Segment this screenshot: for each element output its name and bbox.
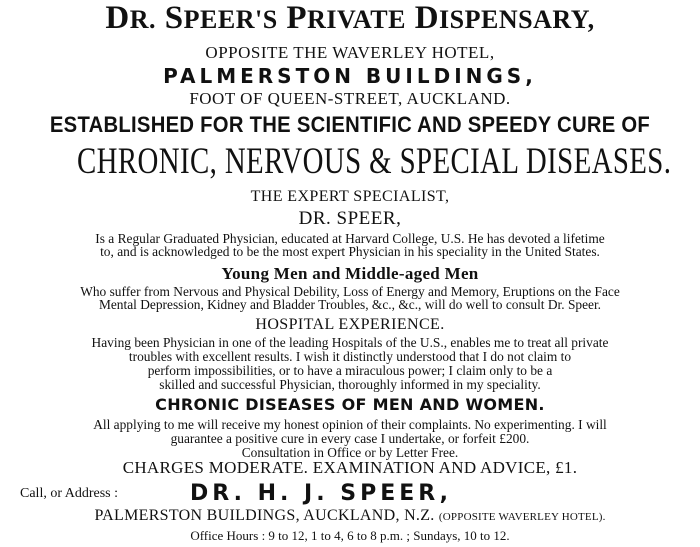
location-buildings: PALMERSTON BUILDINGS, xyxy=(163,64,537,88)
title-private-initial: P xyxy=(286,0,308,36)
established-headline: ESTABLISHED FOR THE SCIENTIFIC AND SPEEDY CURE OF xyxy=(49,112,651,137)
title-dispensary-rest: ISPENSARY, xyxy=(439,5,595,34)
call-name: DR. H. J. SPEER, xyxy=(190,481,452,506)
dispensary-title xyxy=(0,2,700,35)
charges-line: CHARGES MODERATE. EXAMINATION AND ADVICE, £1. xyxy=(122,458,578,477)
specialist-heading: THE EXPERT SPECIALIST, xyxy=(250,188,450,205)
hospital-line-4: skilled and successful Physician, thoroughly informed in my speciality. xyxy=(159,377,541,392)
chronic-line-2: guarantee a positive cure in every case I undertake, or forfeit £200. xyxy=(170,431,530,446)
young-men-line-1: Who suffer from Nervous and Physical Debility, Loss of Energy and Memory, Eruptions on the Face xyxy=(80,284,620,299)
chronic-line-1: All applying to me will receive my honest opinion of their complaints. No experimenting. I will xyxy=(93,417,607,432)
chronic-heading: CHRONIC DISEASES OF MEN AND WOMEN. xyxy=(155,395,545,414)
title-private-rest: RIVATE xyxy=(307,5,406,34)
young-men-heading: Young Men and Middle-aged Men xyxy=(221,264,479,283)
hospital-line-3: perform impossibilities, or to have a miraculous power; I claim only to be a xyxy=(147,363,553,378)
title-dispensary-initial: D xyxy=(414,0,440,36)
hospital-line-2: troubles with excellent results. I wish it distinctly understood that I do not claim to xyxy=(128,349,572,364)
address-main: PALMERSTON BUILDINGS, AUCKLAND, N.Z. xyxy=(94,507,435,524)
call-label: Call, or Address : xyxy=(20,486,118,501)
hospital-line-1: Having been Physician in one of the leading Hospitals of the U.S., enables me to treat all private xyxy=(91,335,609,350)
chronic-line-3: Consultation in Office or by Letter Free. xyxy=(241,445,459,460)
title-dr-initial: D xyxy=(105,0,130,36)
credentials-line-1: Is a Regular Graduated Physician, educated at Harvard College, U.S. He has devoted a lifetime xyxy=(95,231,605,246)
diseases-headline: CHRONIC, NERVOUS & SPECIAL DISEASES. xyxy=(77,141,672,182)
title-dr-rest: R. xyxy=(129,5,157,34)
office-hours: Office Hours : 9 to 12, 1 to 4, 6 to 8 p.m. ; Sundays, 10 to 12. xyxy=(190,528,510,543)
title-speers-rest: PEER'S xyxy=(183,5,278,34)
address-opposite: (OPPOSITE WAVERLEY HOTEL). xyxy=(438,511,606,523)
location-street: FOOT OF QUEEN-STREET, AUCKLAND. xyxy=(189,89,511,108)
young-men-line-2: Mental Depression, Kidney and Bladder Troubles, &c., &c., will do well to consult Dr. Speer. xyxy=(98,297,602,312)
location-opposite: OPPOSITE THE WAVERLEY HOTEL, xyxy=(205,43,495,62)
credentials-line-2: to, and is acknowledged to be the most expert Physician in his speciality in the United States. xyxy=(100,244,600,259)
title-speers-initial: S xyxy=(164,0,184,36)
hospital-heading: HOSPITAL EXPERIENCE. xyxy=(255,316,445,333)
specialist-name: DR. SPEER, xyxy=(298,208,402,229)
address-line xyxy=(0,508,700,524)
